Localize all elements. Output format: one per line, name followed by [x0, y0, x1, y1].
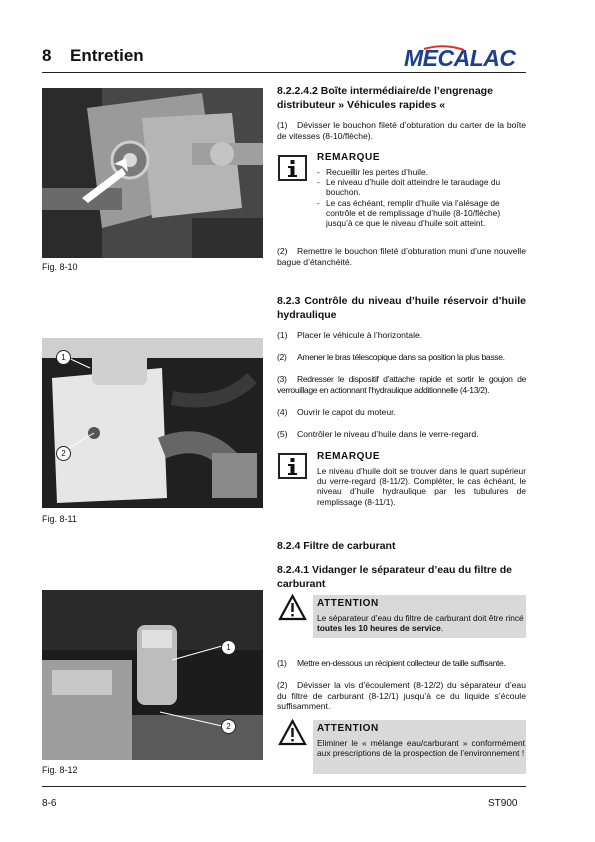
- note-list: [317, 167, 526, 228]
- warning-icon: [278, 719, 307, 746]
- warning-text: [317, 613, 525, 633]
- section-8241-title: 8.2.4.1 Vidanger le séparateur d’eau du filtre de carburant: [277, 564, 512, 590]
- section-824-title: 8.2.4 Filtre de carburant: [277, 540, 396, 552]
- info-icon: [278, 155, 307, 181]
- section-823-step-1: [277, 330, 526, 341]
- step-text: Dévisser la vis d’écoulement (8-12/2) du séparateur d’eau du filtre de carburant (8-12/1) jusqu’à ce du liquide s’écoule suffisamment.: [277, 680, 526, 712]
- step-text: Contrôler le niveau d’huile dans le verre-regard.: [297, 429, 479, 439]
- svg-text:MECALAC: MECALAC: [404, 45, 516, 71]
- step-text: Amener le bras télescopique dans sa position la plus basse.: [297, 352, 505, 362]
- step-number: (1): [277, 658, 287, 668]
- step-number: (1): [277, 120, 288, 130]
- figure-8-11-photo: [42, 338, 263, 508]
- warning-text-bold: toutes les 10 heures de service: [317, 623, 441, 634]
- warning-box-1: [313, 595, 526, 638]
- warning-title: ATTENTION: [317, 598, 379, 609]
- section-823-step-3: [277, 374, 526, 395]
- note-item: - Recueillir les pertes d’huile.: [317, 167, 526, 177]
- note-title: REMARQUE: [317, 451, 381, 462]
- step-number: (1): [277, 330, 288, 340]
- header-rule: [42, 72, 526, 73]
- section-82242-step-2: [277, 246, 526, 267]
- step-text: Ouvrir le capot du moteur.: [297, 407, 396, 417]
- section-8241-step-2: [277, 680, 526, 712]
- step-number: (2): [277, 246, 288, 256]
- note-item: - Le niveau d’huile doit atteindre le taraudage du bouchon.: [317, 177, 526, 197]
- step-text: Placer le véhicule à l’horizontale.: [297, 330, 423, 340]
- step-number: (5): [277, 429, 288, 439]
- callout-2-circle: 2: [56, 446, 71, 461]
- note-title: REMARQUE: [317, 152, 381, 163]
- note-item: - Le cas échéant, remplir d’huile via l’alésage de contrôle et de remplissage d’huile (8-10/flèche) jusqu’à ce que le niveau d’huile soit atteint.: [317, 198, 526, 229]
- step-text: Dévisser le bouchon fileté d’obturation du carter de la boîte de vitesses (8-10/flèche).: [277, 120, 526, 141]
- figure-8-10-caption: Fig. 8-10: [42, 262, 78, 272]
- figure-8-10-photo: [42, 88, 263, 258]
- footer-rule: [42, 786, 526, 787]
- warning-text: Eliminer le « mélange eau/carburant » conformément aux prescriptions de la prospection de l’environnement !: [317, 738, 525, 759]
- figure-8-12-caption: Fig. 8-12: [42, 765, 78, 775]
- section-823-step-4: [277, 407, 526, 418]
- step-number: (3): [277, 374, 287, 384]
- model-name: ST900: [488, 798, 518, 809]
- warning-text-end: .: [440, 623, 444, 634]
- warning-icon: [278, 594, 307, 621]
- callout-2-circle: 2: [221, 719, 236, 734]
- step-text: Mettre en-dessous un récipient collecteur de taille suffisante.: [297, 658, 506, 668]
- callout-1-circle: 1: [56, 350, 71, 365]
- section-823-title: 8.2.3 Contrôle du niveau d’huile réservoir d’huile hydraulique: [277, 295, 526, 321]
- step-number: (2): [277, 680, 288, 690]
- warning-title: ATTENTION: [317, 723, 379, 734]
- step-text: Redresser le dispositif d’attache rapide et sortir le goujon de verrouillage en actionnant l’hydraulique additionnelle (4-13/2).: [277, 374, 526, 395]
- step-number: (2): [277, 352, 287, 362]
- figure-8-12-photo: [42, 590, 263, 760]
- callout-1-circle: 1: [221, 640, 236, 655]
- step-number: (4): [277, 407, 288, 417]
- warning-text-start: Le séparateur d’eau du filtre de carburant doit être rincé: [317, 613, 524, 623]
- section-82242-step-1: [277, 120, 526, 141]
- page-number: 8-6: [42, 798, 57, 809]
- chapter-heading: [42, 46, 144, 66]
- chapter-number: 8: [42, 46, 52, 65]
- note-text: Le niveau d’huile doit se trouver dans le quart supérieur du verre-regard (8-11/2). Compléter, le cas échéant, le niveau d’huile hydraulique par les tubulures de remplissage (8-11/1).: [317, 466, 526, 507]
- chapter-title: Entretien: [70, 46, 144, 65]
- section-823-step-5: [277, 429, 526, 440]
- section-823-step-2: [277, 352, 526, 363]
- warning-box-2: [313, 720, 526, 774]
- section-8241-step-1: [277, 658, 526, 669]
- figure-8-11-caption: Fig. 8-11: [42, 514, 77, 524]
- section-82242-title: 8.2.2.4.2 Boîte intermédiaire/de l’engrenage distributeur » Véhicules rapides «: [277, 85, 493, 111]
- info-icon: [278, 453, 307, 479]
- step-text: Remettre le bouchon fileté d’obturation muni d’une nouvelle bague d’étanchéité.: [277, 246, 526, 267]
- mecalac-logo: [404, 45, 526, 71]
